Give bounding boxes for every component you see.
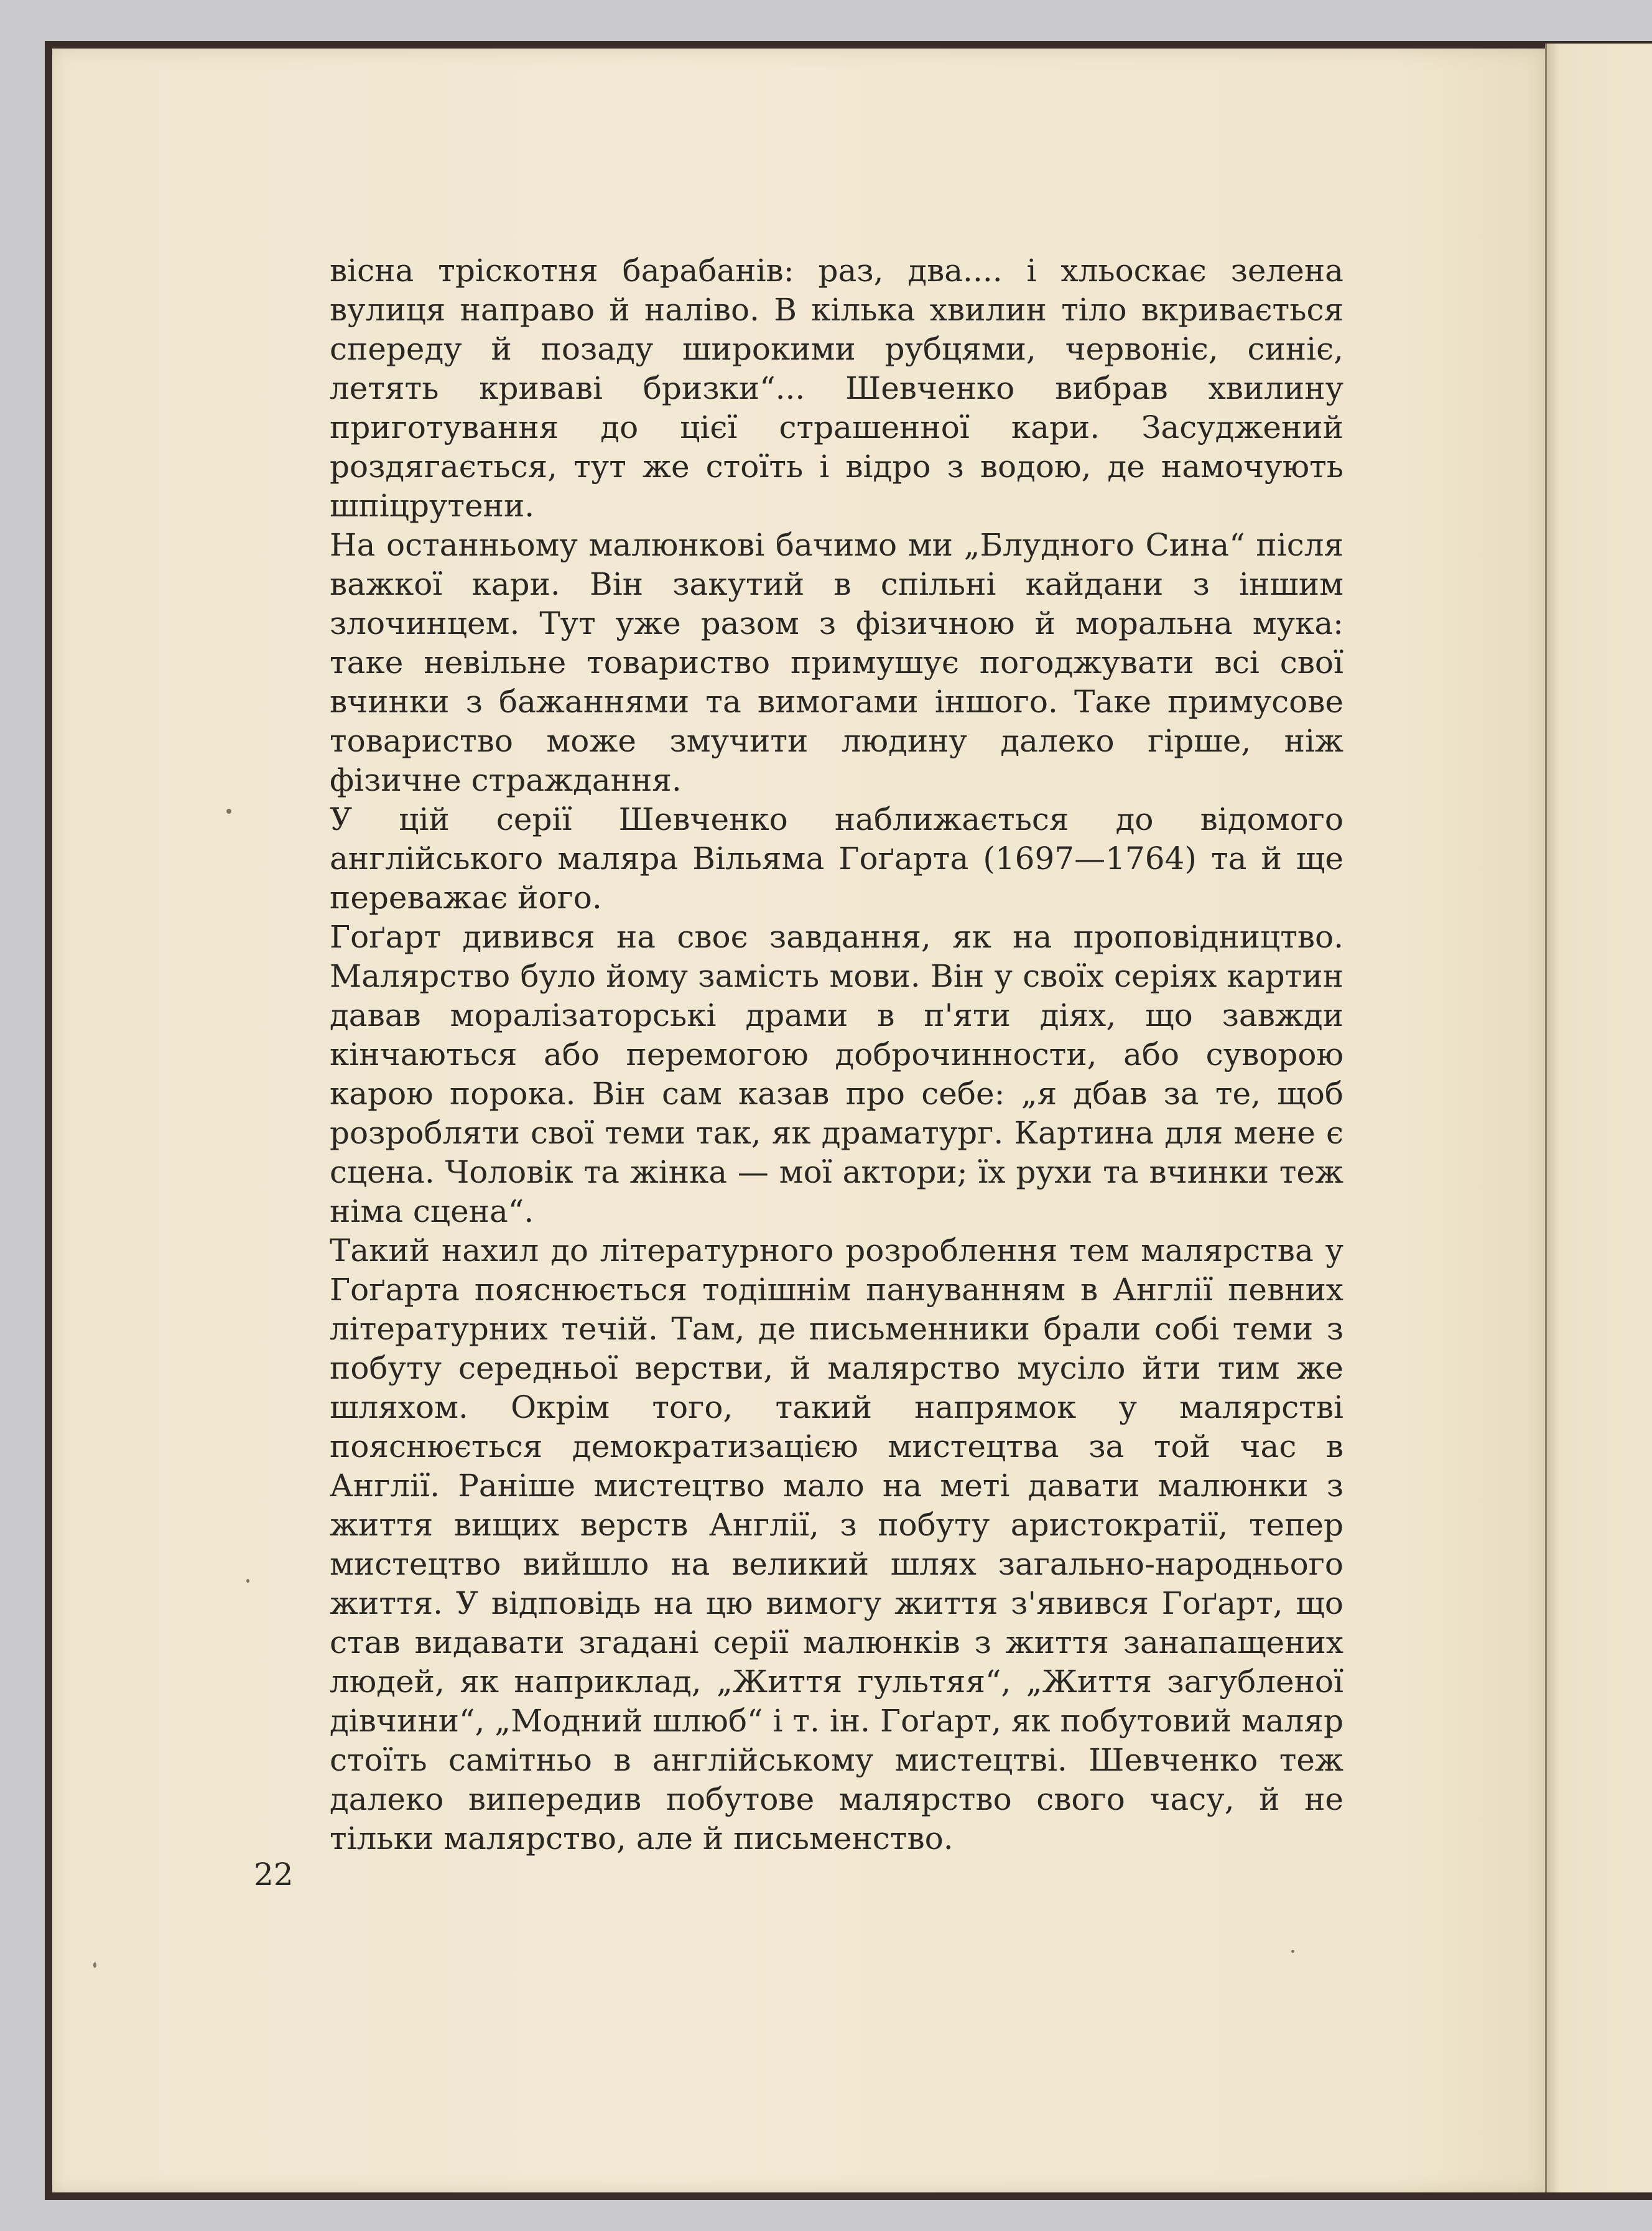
paragraph: На останньому малюнкові бачимо ми „Блудного Сина“ після важкої кари. Він закутий в спільні кайдани з іншим злочинцем. Тут уже разом з фізичною й моральна мука: таке невільне товариство примушує погоджувати всі свої вчинки з бажаннями та вимогами іншого. Таке примусове товариство може змучити людину далеко гірше, ніж фізичне страждання.	[330, 527, 1343, 798]
paper-speck	[1291, 1950, 1294, 1953]
paper-speck	[93, 1962, 96, 1968]
paragraph: Такий нахил до літературного розроблення тем малярства у Гоґарта пояснюється тодішнім пануванням в Англії певних літературних течій. Там, де письменники брали собі теми з побуту середньої верстви, й малярство мусіло йти тим же шляхом. Окрім того, такий напрямок у малярстві пояснюється демократизацією мистецтва за той час в Англії. Раніше мистецтво мало на меті давати малюнки з життя вищих верств Англії, з побуту аристократії, тепер мистецтво вийшло на великий шлях загально-народнього життя. У відповідь на цю вимогу життя з'явився Гоґарт, що став видавати згадані серії малюнків з життя занапащених людей, як наприклад, „Життя гультяя“, „Життя загубленої дівчини“, „Модний шлюб“ і т. ін. Гоґарт, як побутовий маляр стоїть самітньо в англійському мистецтві. Шевченко теж далеко випередив побутове малярство свого часу, й не тільки малярство, але й письменство.	[330, 1232, 1343, 1856]
paper-speck	[246, 1579, 249, 1583]
page-number: 22	[254, 1856, 294, 1893]
paragraph: вісна тріскотня барабанів: раз, два.... і хльоскає зелена вулиця направо й наліво. В кілька хвилин тіло вкривається спереду й позаду широкими рубцями, червоніє, синіє, летять криваві бризки“... Шевченко вибрав хвилину приготування до цієї страшенної кари. Засуджений роздягається, тут же стоїть і відро з водою, де намочують шпіцрутени.	[330, 253, 1343, 524]
paragraph: У цій серії Шевченко наближається до відомого англійського маляра Вільяма Гоґарта (1697—1764) та й ще переважає його.	[330, 801, 1343, 916]
body-text	[330, 251, 1343, 1858]
paragraph: Гоґарт дивився на своє завдання, як на проповідництво. Малярство було йому замість мови. Він у своїх серіях картин давав моралізаторські драми в п'яти діях, що завжди кінчаються або перемогою доброчинности, або суворою карою порока. Він сам казав про себе: „я дбав за те, щоб розробляти свої теми так, як драматург. Картина для мене є сцена. Чоловік та жінка — мої актори; їх рухи та вчинки теж німа сцена“.	[330, 919, 1343, 1229]
adjacent-page-edge	[1545, 44, 1652, 2192]
paper-speck	[226, 809, 231, 814]
